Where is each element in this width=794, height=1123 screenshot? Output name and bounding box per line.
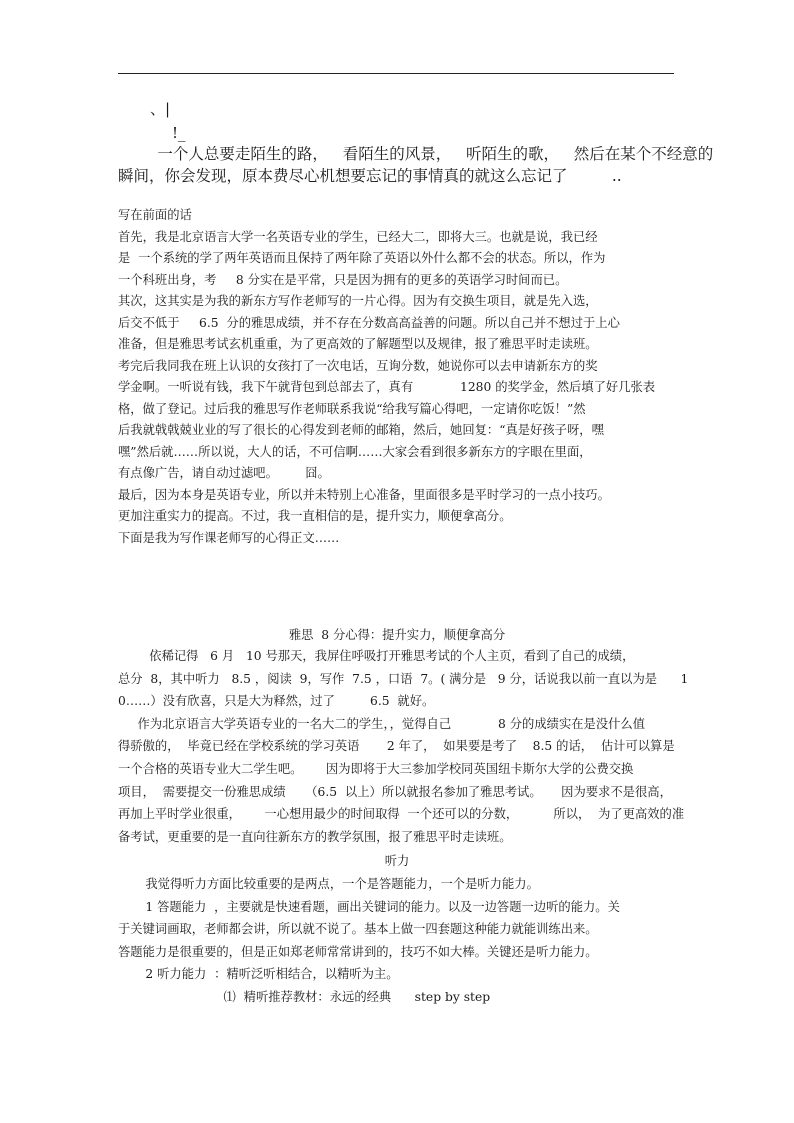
preface-line: 最后，因为本身是英语专业，所以并未特别上心准备，里面很多是平时学习的一点小技巧。 [118,487,610,502]
listening-line: 答题能力是很重要的，但是正如郑老师常常讲到的，技巧不如大棒。关键还是听力能力。 [118,944,598,959]
preface-line: 学金啊。一听说有钱，我下午就背包到总部去了，真有 1280 的奖学金，然后填了好几张表 [118,380,656,394]
preface-heading: 写在前面的话 [118,208,192,222]
opening-quote [118,143,714,187]
article-body [118,645,689,848]
listening-line: 1 答题能力 ，主要就是快速看题，画出关键词的能力。以及一边答题一边听的能力。关 [118,899,620,914]
article-line: 0……）没有欣喜，只是大为释然，过了 6.5 就好。 [118,694,435,709]
preface-line: 首先，我是北京语言大学一名英语专业的学生，已经大二，即将大三。也就是说，我已经 [118,229,598,244]
article-line: 作为北京语言大学英语专业的一名大二的学生，，觉得自己 8 分的成绩实在是没什么值 [118,716,646,731]
preface-line: 下面是我为写作课老师写的心得正文…… [118,530,340,545]
stray-mark-second: !_ [172,124,186,142]
preface-line: 其次，这其实是为我的新东方写作老师写的一片心得。因为有交换生项目，就是先入选， [118,294,598,308]
article-line: 再加上平时学业很重， 一心想用最少的时间取得 一个还可以的分数， 所以， 为了更高效的准 [118,807,685,822]
listening-line: 于关键词画取，老师都会讲，所以就不说了。基本上做一四套题这种能力就能训练出来。 [118,922,598,936]
article-title: 雅思 8 分心得：提升实力，顺便拿高分 [288,628,506,642]
listening-line: 我觉得听力方面比较重要的是两点，一个是答题能力，一个是听力能力。 [118,877,539,891]
preface-line: 一个科班出身，考 8 分实在是平常，只是因为拥有的更多的英语学习时间而已。 [118,272,568,287]
article-line: 得骄傲的， 毕竟已经在学校系统的学习英语 2 年了， 如果要是考了 8.5 的话， 估计可以算是 [118,739,675,754]
quote-line: 一个人总要走陌生的路， 看陌生的风景， 听陌生的歌， 然后在某个不经意的 [118,145,714,163]
preface-line: 嘿”然后就……所以说，大人的话，不可信啊……大家会看到很多新东方的字眼在里面， [118,444,592,459]
preface-section [118,205,678,549]
listening-section [118,873,678,1008]
preface-line: 更加注重实力的提高。不过，我一直相信的是，提升实力，顺便拿高分。 [118,509,512,523]
preface-line: 准备，但是雅思考试玄机重重，为了更高效的了解题型以及规律，报了雅思平时走读班。 [118,337,598,351]
article-line: 总分 8，其中听力 8.5 ，阅读 9，写作 7.5 ，口语 7。( 满分是 9 分，话说我以前一直以为是 1 [118,671,689,686]
preface-line: 考完后我同我在班上认识的女孩打了一次电话，互询分数，她说你可以去申请新东方的奖 [118,358,598,373]
article-line: 备考试，更重要的是一直向往新东方的教学氛围，报了雅思平时走读班。 [118,829,512,844]
listening-line: ⑴ 精听推荐教材：永远的经典 step by step [118,989,491,1004]
quote-line: 瞬间，你会发现，原本费尽心机想要忘记的事情真的就这么忘记了 .. [118,167,622,185]
preface-line: 是 一个系统的学了两年英语而且保持了两年除了英语以外什么都不会的状态。所以，作为 [118,251,606,265]
preface-line: 有点像广告，请自动过滤吧。 囧。 [118,466,330,480]
stray-mark-top: 、| [150,100,171,118]
listening-line: 2 听力能力 ：精听泛听相结合，以精听为主。 [118,967,399,981]
article-line: 依稀记得 6 月 10 号那天，我屏住呼吸打开雅思考试的个人主页，看到了自己的成绩， [118,649,635,663]
preface-line: 后我就戟戟兢业业的写了很长的心得发到老师的邮箱，然后，她回复：“真是好孩子呀，嘿 [118,423,604,437]
article-line: 项目， 需要提交一份雅思成绩 （6.5 以上）所以就报名参加了雅思考试。 因为要求不是很高， [118,784,672,799]
preface-line: 后交不低于 6.5 分的雅思成绩，并不存在分数高高益善的问题。所以自己并不想过于上心 [118,315,620,330]
listening-heading: 听力 [384,854,410,868]
preface-line: 格，做了登记。过后我的雅思写作老师联系我说“给我写篇心得吧，一定请你吃饭！”然 [118,401,586,416]
article-line: 一个合格的英语专业大二学生吧。 因为即将于大三参加学校同英国纽卡斯尔大学的公费交换 [118,761,634,776]
header-rule [118,73,674,74]
